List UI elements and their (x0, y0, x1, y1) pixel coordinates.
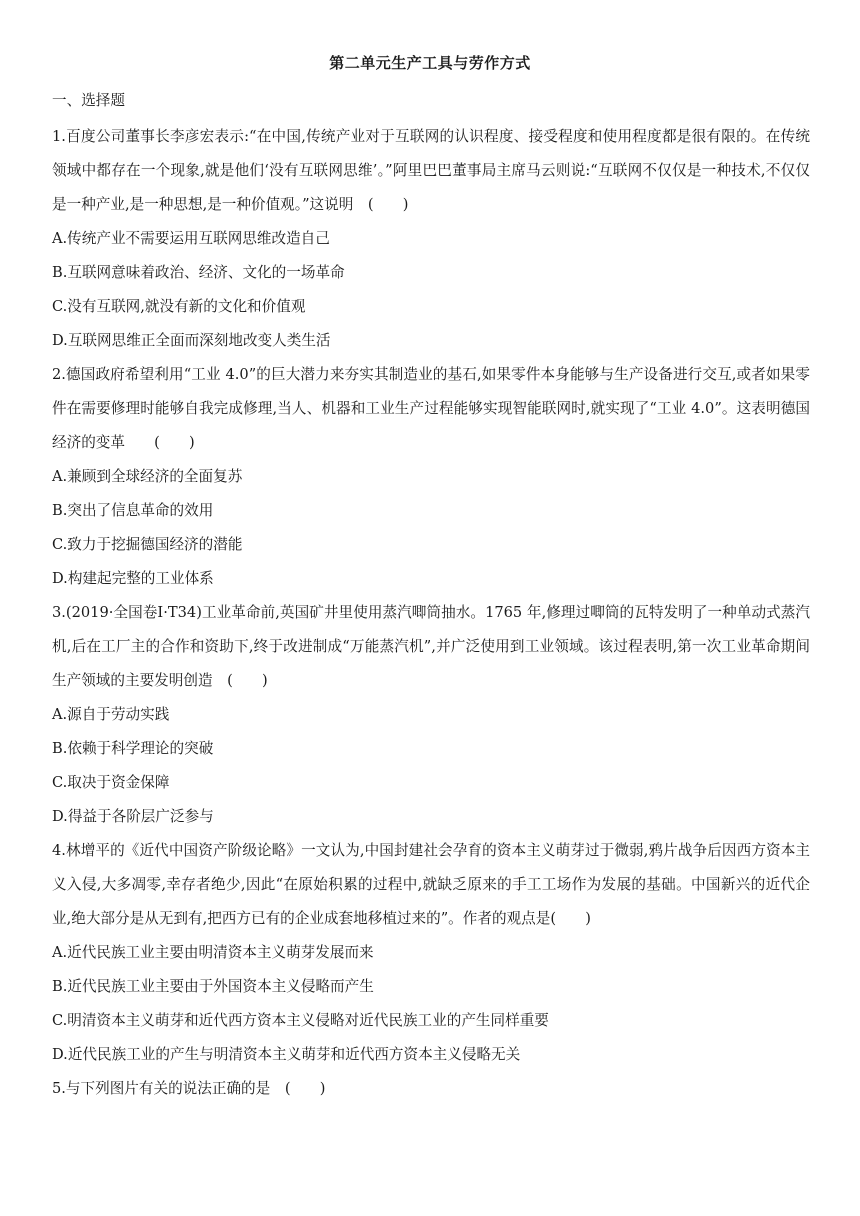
question-stem: 2.德国政府希望利用“工业 4.0”的巨大潜力来夯实其制造业的基石,如果零件本身能够与生产设备进行交互,或者如果零件在需要修理时能够自我完成修理,当人、机器和工业生产过程能够实现智能联网时,就实现了“工业 4.0”。这表明德国经济的变革 ( ) (52, 366, 810, 451)
question-stem: 3.(2019·全国卷Ⅰ·T34)工业革命前,英国矿井里使用蒸汽唧筒抽水。1765 年,修理过唧筒的瓦特发明了一种单动式蒸汽机,后在工厂主的合作和资助下,终于改进制成“万能蒸汽机”,并广泛使用到工业领域。该过程表明,第一次工业革命期间生产领域的主要发明创造 ( ) (52, 604, 810, 689)
option-a: A.源自于劳动实践 (52, 706, 170, 723)
question-1 (52, 120, 810, 358)
question-5 (52, 1072, 810, 1106)
section-heading: 一、选择题 (52, 92, 125, 109)
option-b: B.依赖于科学理论的突破 (52, 740, 214, 757)
option-d: D.构建起完整的工业体系 (52, 570, 214, 587)
option-c: C.没有互联网,就没有新的文化和价值观 (52, 298, 306, 315)
question-list (52, 120, 810, 1106)
option-a: A.近代民族工业主要由明清资本主义萌芽发展而来 (52, 944, 374, 961)
option-d: D.近代民族工业的产生与明清资本主义萌芽和近代西方资本主义侵略无关 (52, 1046, 521, 1063)
option-b: B.互联网意味着政治、经济、文化的一场革命 (52, 264, 345, 281)
option-b: B.近代民族工业主要由于外国资本主义侵略而产生 (52, 978, 374, 995)
question-stem: 1.百度公司董事长李彦宏表示:“在中国,传统产业对于互联网的认识程度、接受程度和使用程度都是很有限的。在传统领域中都存在一个现象,就是他们‘没有互联网思维’。”阿里巴巴董事局主席马云则说:“互联网不仅仅是一种技术,不仅仅是一种产业,是一种思想,是一种价值观。”这说明 ( ) (52, 128, 810, 213)
option-c: C.明清资本主义萌芽和近代西方资本主义侵略对近代民族工业的产生同样重要 (52, 1012, 549, 1029)
option-a: A.传统产业不需要运用互联网思维改造自己 (52, 230, 330, 247)
question-2 (52, 358, 810, 596)
document-title: 第二单元生产工具与劳作方式 (329, 54, 531, 72)
option-c: C.取决于资金保障 (52, 774, 170, 791)
option-d: D.得益于各阶层广泛参与 (52, 808, 214, 825)
question-stem: 5.与下列图片有关的说法正确的是 ( ) (52, 1080, 326, 1097)
question-4 (52, 834, 810, 1072)
option-d: D.互联网思维正全面而深刻地改变人类生活 (52, 332, 331, 349)
question-3 (52, 596, 810, 834)
option-c: C.致力于挖掘德国经济的潜能 (52, 536, 243, 553)
question-stem: 4.林增平的《近代中国资产阶级论略》一文认为,中国封建社会孕育的资本主义萌芽过于微弱,鸦片战争后因西方资本主义入侵,大多凋零,幸存者绝少,因此“在原始积累的过程中,就缺乏原来的手工工场作为发展的基础。中国新兴的近代企业,绝大部分是从无到有,把西方已有的企业成套地移植过来的”。作者的观点是( ) (52, 842, 810, 927)
option-b: B.突出了信息革命的效用 (52, 502, 214, 519)
option-a: A.兼顾到全球经济的全面复苏 (52, 468, 243, 485)
